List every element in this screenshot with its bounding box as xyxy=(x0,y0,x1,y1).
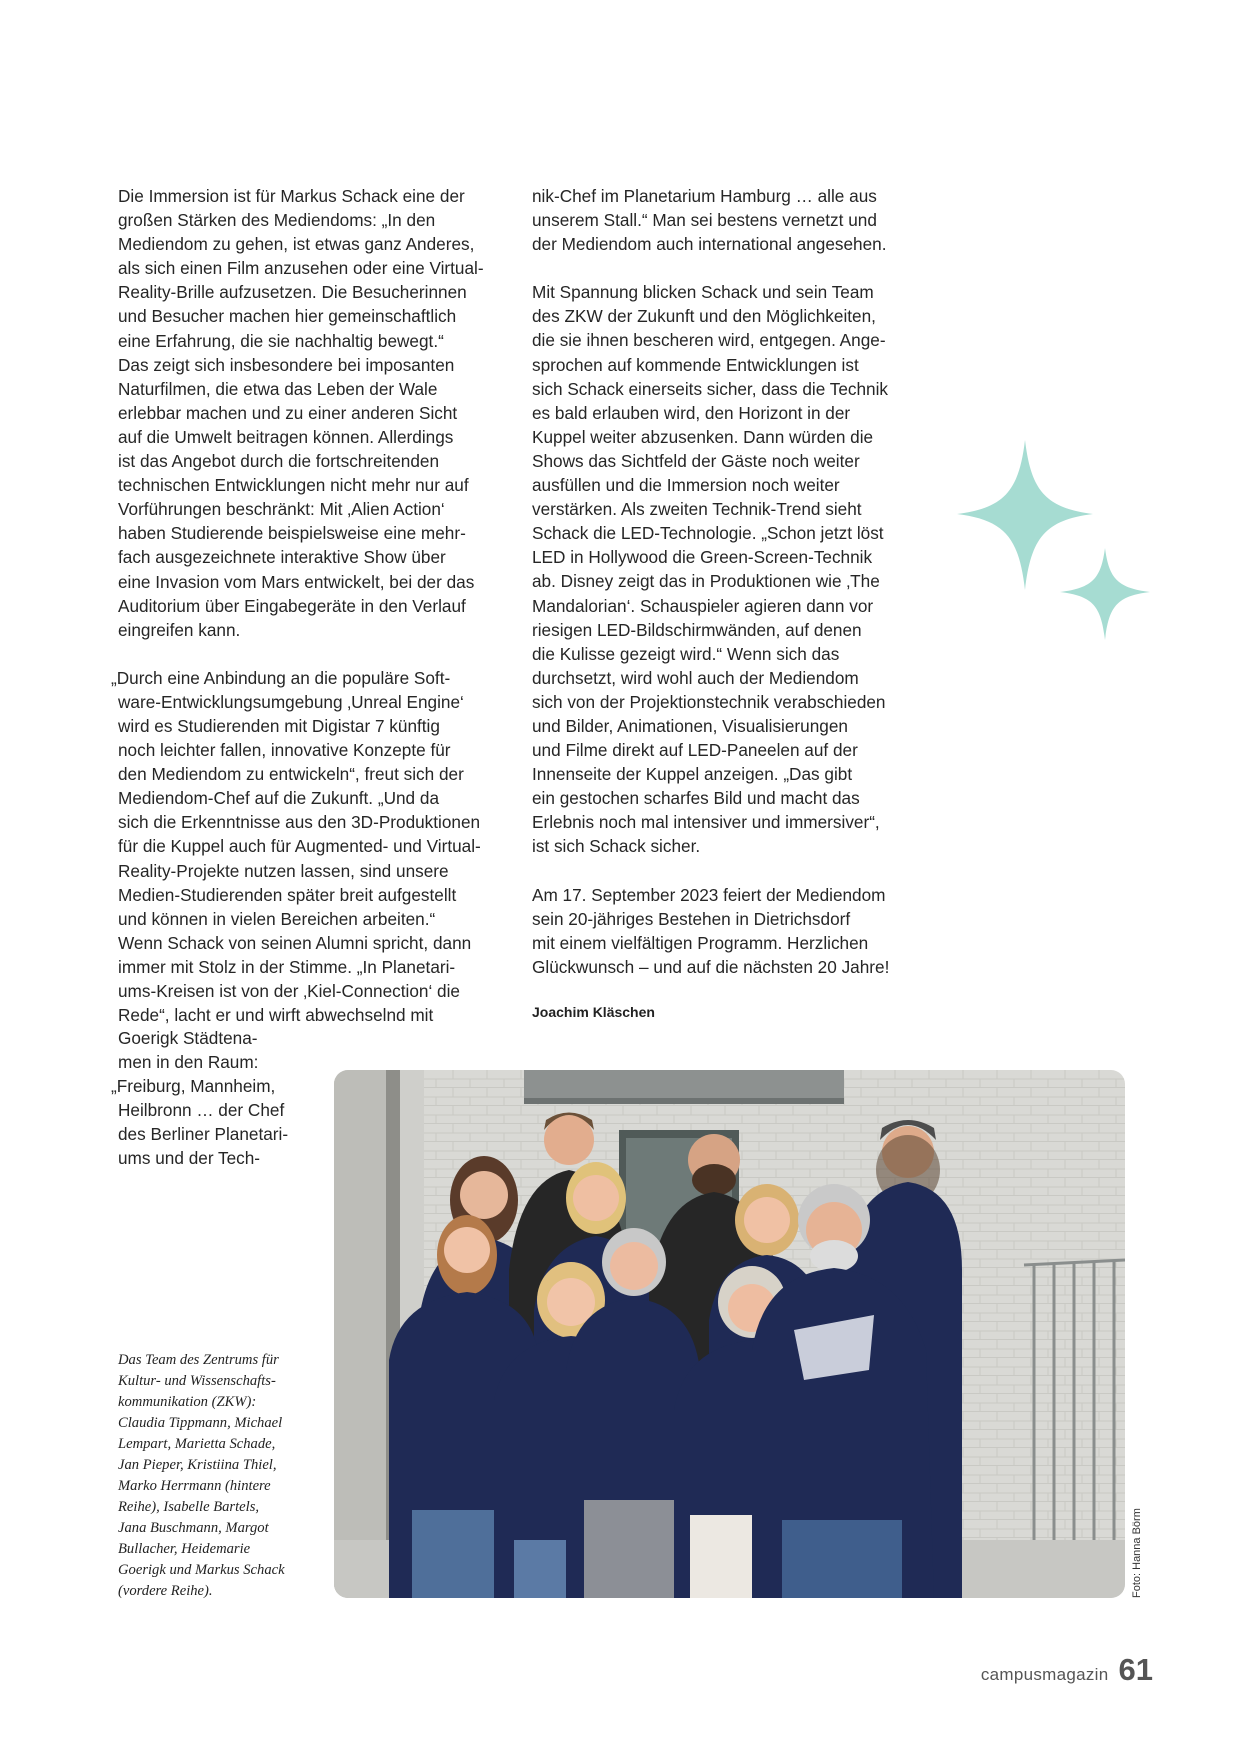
small-sparkle-icon xyxy=(1060,548,1150,640)
text-line: Shows das Sichtfeld der Gäste noch weiter xyxy=(532,450,860,471)
text-line: Rede“, lacht er und wirft abwechselnd mit xyxy=(118,1005,434,1026)
text-line: Mit Spannung blicken Schack und sein Team xyxy=(532,282,874,303)
text-line: auf die Umwelt beitragen können. Allerdings xyxy=(118,426,454,447)
text-line: Schack die LED-Technologie. „Schon jetzt löst xyxy=(532,523,884,544)
text-line: riesigen LED-Bildschirmwänden, auf denen xyxy=(532,619,862,640)
text-line: der Mediendom auch international angesehen. xyxy=(532,234,887,255)
text-line: Reality-Projekte nutzen lassen, sind unsere xyxy=(118,860,449,881)
text-line: „Freiburg, Mannheim, xyxy=(111,1076,276,1097)
text-line: Das Team des Zentrums für xyxy=(118,1352,279,1368)
paragraph-planetarium-hamburg xyxy=(532,184,932,256)
text-line: LED in Hollywood die Green-Screen-Technik xyxy=(532,547,873,568)
text-line: „Durch eine Anbindung an die populäre Soft- xyxy=(111,667,451,688)
text-line: Goerigk Städtena- xyxy=(118,1028,258,1048)
front-row xyxy=(389,1184,934,1598)
text-line: Mediendom zu gehen, ist etwas ganz Anderes, xyxy=(118,234,475,255)
text-line: Die Immersion ist für Markus Schack eine der xyxy=(118,186,465,206)
text-line: nik-Chef im Planetarium Hamburg … alle aus xyxy=(532,186,877,206)
large-sparkle-icon xyxy=(957,440,1093,590)
text-line: Kuppel weiter abzusenken. Dann würden die xyxy=(532,426,874,447)
text-line: Medien-Studierenden später breit aufgestellt xyxy=(118,884,457,905)
text-line: sein 20-jähriges Bestehen in Dietrichsdorf xyxy=(532,908,851,929)
paragraph-immersion xyxy=(118,184,514,642)
text-line: ware-Entwicklungsumgebung ‚Unreal Engine‘ xyxy=(118,691,464,712)
text-line: mit einem vielfältigen Programm. Herzlichen xyxy=(532,932,869,953)
paragraph-unreal-engine xyxy=(111,666,514,1027)
text-line: fach ausgezeichnete interaktive Show über xyxy=(118,547,446,568)
text-line: Auditorium über Eingabegeräte in den Verlauf xyxy=(118,595,466,616)
paragraph-unreal-engine-tail xyxy=(111,1026,328,1171)
text-line: (vordere Reihe). xyxy=(118,1583,213,1599)
text-line: ums-Kreisen ist von der ‚Kiel-Connection‘ die xyxy=(118,981,460,1001)
article-left-column xyxy=(111,184,514,1027)
paragraph-anniversary xyxy=(532,883,932,979)
text-line: wird es Studierenden mit Digistar 7 künftig xyxy=(118,715,440,736)
text-line: und Bilder, Animationen, Visualisierungen xyxy=(532,715,848,736)
text-line: ums und der Tech- xyxy=(118,1148,261,1169)
photo-credit: Foto: Hanna Börm xyxy=(1131,1508,1143,1598)
text-line: ausfüllen und die Immersion noch weiter xyxy=(532,475,840,496)
text-line: Goerigk und Markus Schack xyxy=(118,1562,285,1578)
text-line: und Filme direkt auf LED-Paneelen auf der xyxy=(532,740,858,761)
article-left-column-tail xyxy=(111,1026,328,1171)
text-line: Reihe), Isabelle Bartels, xyxy=(118,1499,260,1515)
text-line: Erlebnis noch mal intensiver und immersiver“, xyxy=(532,812,880,833)
text-line: Bullacher, Heidemarie xyxy=(118,1541,251,1557)
text-line: sich die Erkenntnisse aus den 3D-Produktionen xyxy=(118,812,481,833)
text-line: Naturfilmen, die etwa das Leben der Wale xyxy=(118,378,438,399)
text-line: unserem Stall.“ Man sei bestens vernetzt und xyxy=(532,210,877,231)
text-line: Am 17. September 2023 feiert der Mediendom xyxy=(532,884,886,905)
text-line: eine Invasion vom Mars entwickelt, bei der das xyxy=(118,571,475,592)
page-number: 61 xyxy=(1118,1652,1153,1687)
text-line: und können in vielen Bereichen arbeiten.“ xyxy=(118,908,436,929)
text-line: des ZKW der Zukunft und den Möglichkeiten, xyxy=(532,306,876,327)
text-line: eine Erfahrung, die sie nachhaltig bewegt.“ xyxy=(118,330,444,351)
article-right-column xyxy=(532,184,932,979)
text-line: Wenn Schack von seinen Alumni spricht, dann xyxy=(118,932,472,953)
text-line: als sich einen Film anzusehen oder eine Virtual- xyxy=(118,258,484,279)
text-line: es bald erlauben wird, den Horizont in der xyxy=(532,402,851,423)
author-name: Joachim Kläschen xyxy=(532,1004,655,1020)
text-line: Vorführungen beschränkt: Mit ‚Alien Action‘ xyxy=(118,499,445,520)
text-line: Mandalorian‘. Schauspieler agieren dann vor xyxy=(532,595,874,616)
text-line: men in den Raum: xyxy=(118,1052,259,1073)
text-line: erlebbar machen und zu einer anderen Sicht xyxy=(118,402,458,423)
text-line: Jana Buschmann, Margot xyxy=(118,1520,269,1536)
page-footer xyxy=(981,1652,1153,1688)
text-line: Reality-Brille aufzusetzen. Die Besucherinnen xyxy=(118,282,467,303)
text-line: des Berliner Planetari- xyxy=(118,1124,289,1145)
text-line: Lempart, Marietta Schade, xyxy=(118,1436,276,1452)
paragraph-future xyxy=(532,280,932,858)
text-line: Marko Herrmann (hintere xyxy=(118,1478,271,1494)
text-line: Glückwunsch – und auf die nächsten 20 Jahre! xyxy=(532,956,890,977)
text-line: Mediendom-Chef auf die Zukunft. „Und da xyxy=(118,788,440,809)
text-line: Jan Pieper, Kristiina Thiel, xyxy=(118,1457,277,1473)
text-line: sich von der Projektionstechnik verabschieden xyxy=(532,691,886,712)
text-line: durchsetzt, wird wohl auch der Mediendom xyxy=(532,667,859,688)
text-line: die sie ihnen bescheren wird, entgegen. Ange- xyxy=(532,330,886,351)
text-line: Kultur- und Wissenschafts- xyxy=(118,1373,276,1389)
text-line: Innenseite der Kuppel anzeigen. „Das gibt xyxy=(532,764,853,785)
text-line: ab. Disney zeigt das in Produktionen wie ‚The xyxy=(532,571,880,592)
text-line: ein gestochen scharfes Bild und macht das xyxy=(532,788,860,809)
text-line: sprochen auf kommende Entwicklungen ist xyxy=(532,354,859,375)
text-line: Heilbronn … der Chef xyxy=(118,1100,285,1121)
text-line: ist das Angebot durch die fortschreitenden xyxy=(118,451,440,472)
text-line: haben Studierende beispielsweise eine mehr- xyxy=(118,523,466,544)
text-line: eingreifen kann. xyxy=(118,619,241,640)
text-line: den Mediendom zu entwickeln“, freut sich der xyxy=(118,764,464,785)
text-line: noch leichter fallen, innovative Konzepte für xyxy=(118,740,451,761)
text-line: für die Kuppel auch für Augmented- und Virtual- xyxy=(118,836,481,857)
text-line: großen Stärken des Mediendoms: „In den xyxy=(118,210,436,231)
text-line: verstärken. Als zweiten Technik-Trend sieht xyxy=(532,499,862,520)
text-line: Claudia Tippmann, Michael xyxy=(118,1415,283,1431)
text-line: die Kulisse gezeigt wird.“ Wenn sich das xyxy=(532,643,840,664)
sparkle-stars-icon xyxy=(945,440,1165,650)
photo-caption xyxy=(118,1350,308,1602)
text-line: ist sich Schack sicher. xyxy=(532,836,701,857)
text-line: sich Schack einerseits sicher, dass die Technik xyxy=(532,378,889,399)
text-line: Das zeigt sich insbesondere bei imposanten xyxy=(118,354,455,375)
text-line: immer mit Stolz in der Stimme. „In Planetari- xyxy=(118,956,456,977)
team-photo xyxy=(334,1070,1125,1598)
text-line: und Besucher machen hier gemeinschaftlich xyxy=(118,306,457,327)
magazine-name: campusmagazin xyxy=(980,1665,1109,1684)
text-line: kommunikation (ZKW): xyxy=(118,1394,257,1410)
text-line: technischen Entwicklungen nicht mehr nur auf xyxy=(118,475,469,496)
